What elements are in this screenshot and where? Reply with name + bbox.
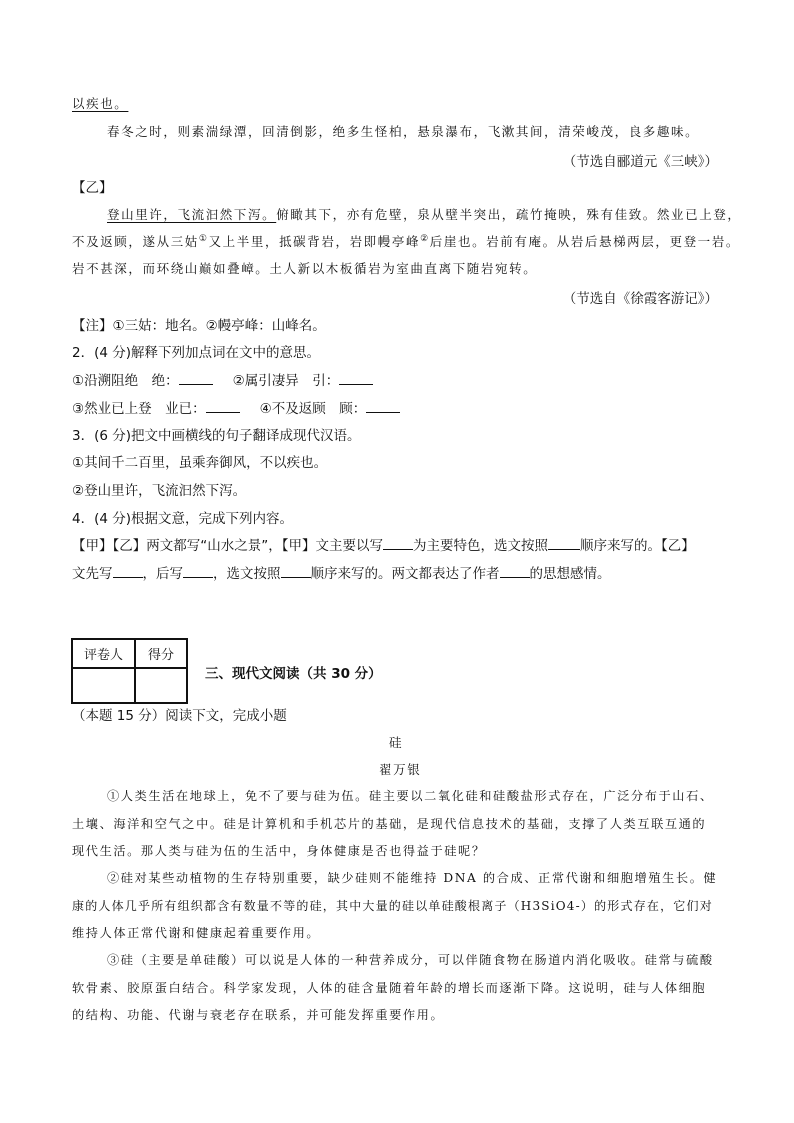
yi-line-2a: 不及返顾，遂从三姑 <box>72 234 199 249</box>
score-box-grader-label: 评卷人 <box>72 639 135 668</box>
yi-line-2b: 又上半里，抵碳背岩，岩即幔亭峰 <box>208 234 421 249</box>
jia-tail-line: 以疾也。 <box>72 96 129 111</box>
q4-blank-3[interactable] <box>113 565 143 578</box>
yi-label: 【乙】 <box>72 180 113 196</box>
q2-a: ①沿溯阻绝 绝： <box>72 373 179 389</box>
score-box-grader-cell[interactable] <box>72 668 135 703</box>
article-title: 硅 <box>389 735 404 750</box>
q4-l2d: 顺序来写的。两文都表达了作者 <box>310 566 500 582</box>
q4-l1a: 【甲】【乙】两文都写“山水之景”，【甲】文主要以写 <box>72 538 383 554</box>
note-ref-2: ② <box>420 233 430 244</box>
article-p3-line-2: 软骨素、胶原蛋白结合。科学家发现，人体的硅含量随着年龄的增长而逐渐下降。这说明，硅与人体细胞 <box>72 981 707 995</box>
q2-row-2 <box>72 397 400 417</box>
q4-blank-5[interactable] <box>281 565 311 578</box>
q4-l2b: ，后写 <box>142 566 183 582</box>
yi-line-1 <box>107 205 742 223</box>
q2-c: ③然业已上登 业已： <box>72 401 206 417</box>
q4-line-1 <box>72 534 695 554</box>
q4-blank-2[interactable] <box>548 537 580 550</box>
q2-stem: 2．(4 分)解释下列加点词在文中的意思。 <box>72 345 321 361</box>
q3-sentence-2: ②登山里许，飞流汩然下泻。 <box>72 483 247 499</box>
yi-line-1-rest: 俯瞰其下，亦有危壁，泉从壁半突出，疏竹掩映，殊有佳致。然业已上登， <box>276 207 742 222</box>
q4-l1b: 为主要特色，选文按照 <box>413 538 548 554</box>
yi-line-2c: 后崖也。岩前有庵。从岩后悬梯两层，更登一岩。 <box>429 234 740 249</box>
score-box-score-label: 得分 <box>135 639 187 668</box>
note-ref-1: ① <box>198 233 209 244</box>
article-p1-line-3: 现代生活。那人类与硅为伍的生活中，身体健康是否也得益于硅呢？ <box>72 844 486 858</box>
q4-blank-1[interactable] <box>383 537 413 550</box>
yi-underlined-sentence: 登山里许，飞流汩然下泻。 <box>107 207 277 222</box>
yi-source: （节选自《徐霞客游记》） <box>562 291 718 307</box>
q4-blank-6[interactable] <box>500 565 530 578</box>
q2-row-1 <box>72 369 373 389</box>
article-p2-line-2: 康的人体几乎所有组织都含有数量不等的硅，其中大量的硅以单硅酸根离子（H3SiO4-）的形式存在，它们对 <box>72 899 713 913</box>
q4-line-2 <box>72 562 611 582</box>
yi-line-2 <box>72 232 740 250</box>
section-3-title: 三、现代文阅读（共 30 分） <box>205 666 382 682</box>
q3-sentence-1: ①其间千二百里，虽乘奔御风，不以疾也。 <box>72 455 328 471</box>
notes: 【注】①三姑：地名。②幔亭峰：山峰名。 <box>72 318 326 334</box>
q2-a-blank[interactable] <box>179 372 213 385</box>
q2-d: ④不及返顾 顾： <box>259 401 367 417</box>
section-3-intro: （本题 15 分）阅读下文，完成小题 <box>72 708 287 724</box>
yi-line-3: 岩不甚深，而环绕山巅如叠嶂。土人新以木板循岩为室曲直离下随岩宛转。 <box>72 261 538 276</box>
article-p2-line-3: 维持人体正常代谢和健康起着重要作用。 <box>72 926 321 940</box>
article-p1-line-2: 土壤、海洋和空气之中。硅是计算机和手机芯片的基础，是现代信息技术的基础，支撑了人类互联互通的 <box>72 817 707 831</box>
score-box-score-cell[interactable] <box>135 668 187 703</box>
q3-stem: 3．(6 分)把文中画横线的句子翻译成现代汉语。 <box>72 428 361 444</box>
jia-paragraph: 春冬之时，则素湍绿潭，回清倒影，绝多生怪柏，悬泉瀑布，飞漱其间，清荣峻茂，良多趣味。 <box>107 124 700 139</box>
q2-b-blank[interactable] <box>339 372 373 385</box>
q4-l1c: 顺序来写的。【乙】 <box>580 538 695 554</box>
q4-l2e: 的思想感情。 <box>529 566 611 582</box>
q2-b: ②属引凄异 引： <box>232 373 340 389</box>
q4-l2c: ，选文按照 <box>213 566 281 582</box>
article-p3-line-1: ③硅（主要是单硅酸）可以说是人体的一种营养成分，可以伴随食物在肠道内消化吸收。硅常与硫酸 <box>107 953 714 967</box>
article-p2-line-1: ②硅对某些动植物的生存特别重要，缺少硅则不能维持 DNA 的合成、正常代谢和细胞增殖生长。健 <box>107 871 718 885</box>
jia-source: （节选自郦道元《三峡》） <box>562 154 718 170</box>
score-box <box>71 638 188 704</box>
article-author: 翟万银 <box>379 762 422 777</box>
article-p1-line-1: ①人类生活在地球上，免不了要与硅为伍。硅主要以二氧化硅和硅酸盐形式存在，广泛分布于山石、 <box>107 789 714 803</box>
q2-d-blank[interactable] <box>366 400 400 413</box>
q4-blank-4[interactable] <box>183 565 213 578</box>
q4-stem: 4．(4 分)根据文意，完成下列内容。 <box>72 511 294 527</box>
q2-c-blank[interactable] <box>206 400 240 413</box>
q4-l2a: 文先写 <box>72 566 113 582</box>
article-p3-line-3: 的结构、功能、代谢与衰老存在联系，并可能发挥重要作用。 <box>72 1008 445 1022</box>
